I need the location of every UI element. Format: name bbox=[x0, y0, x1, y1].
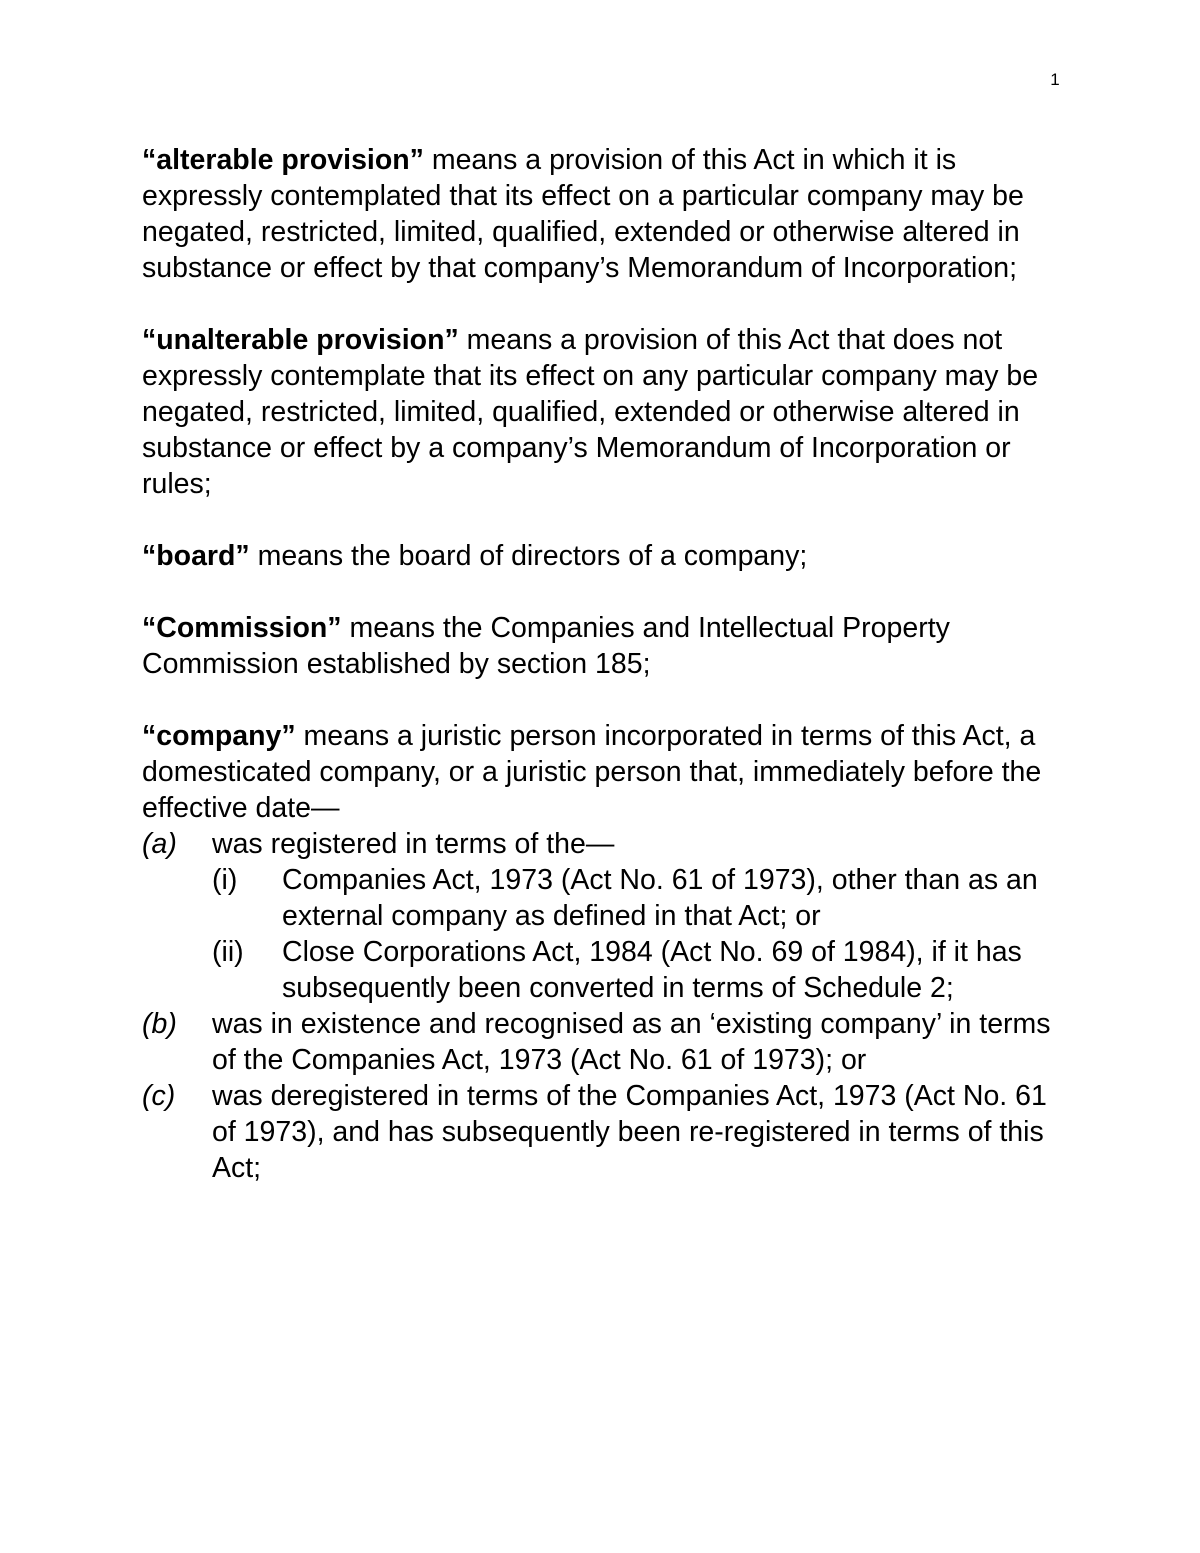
definition-text: means a provision of this Act in which it is expressly contemplated that its effect on a particular company may be negated, restricted, limited, qualified, extended or otherwise altered in substance or effect by that company’s Memorandum of Incorporation; bbox=[142, 144, 1024, 284]
sub-list-item-ii bbox=[142, 934, 1057, 1006]
definition-text: means the Companies and Intellectual Property Commission established by section 185; bbox=[142, 612, 950, 680]
sub-list-item-text: Companies Act, 1973 (Act No. 61 of 1973), other than as an external company as defined in that Act; or bbox=[282, 864, 1038, 932]
list-item-text: was in existence and recognised as an ‘existing company’ in terms of the Companies Act, 1973 (Act No. 61 of 1973); or bbox=[212, 1008, 1051, 1076]
list-item-a bbox=[142, 826, 1057, 862]
definition-text: means the board of directors of a company; bbox=[249, 540, 808, 572]
definition-term: “board” bbox=[142, 540, 250, 572]
definition-commission bbox=[142, 610, 1057, 682]
definition-text: means a provision of this Act that does not expressly contemplate that its effect on any particular company may be negated, restricted, limited, qualified, extended or otherwise altered in substance or effect by a company’s Memorandum of Incorporation or rules; bbox=[142, 324, 1039, 500]
definition-company bbox=[142, 718, 1057, 1186]
definition-text: means a juristic person incorporated in terms of this Act, a domesticated company, or a juristic person that, immediately before the effective date— bbox=[142, 720, 1042, 824]
definition-board bbox=[142, 538, 1057, 574]
sub-list-item-i bbox=[142, 862, 1057, 934]
list-item-text: was registered in terms of the— bbox=[212, 828, 615, 860]
sub-list-item-text: Close Corporations Act, 1984 (Act No. 69 of 1984), if it has subsequently been converted in terms of Schedule 2; bbox=[282, 936, 1022, 1004]
list-item-c bbox=[142, 1078, 1057, 1186]
list-item-label: (a) bbox=[142, 828, 177, 860]
list-item-b bbox=[142, 1006, 1057, 1078]
page-number: 1 bbox=[1050, 70, 1060, 89]
sub-list-item-label: (i) bbox=[212, 864, 238, 896]
definition-term: “alterable provision” bbox=[142, 144, 424, 176]
definition-term: “unalterable provision” bbox=[142, 324, 459, 356]
list-item-label: (c) bbox=[142, 1080, 176, 1112]
definition-term: “company” bbox=[142, 720, 296, 752]
definition-term: “Commission” bbox=[142, 612, 342, 644]
sub-list-item-label: (ii) bbox=[212, 936, 244, 968]
list-item-text: was deregistered in terms of the Companies Act, 1973 (Act No. 61 of 1973), and has subsequently been re-registered in terms of this Act; bbox=[212, 1080, 1047, 1184]
document-body bbox=[142, 142, 1057, 1222]
list-item-label: (b) bbox=[142, 1008, 177, 1040]
definition-alterable-provision bbox=[142, 142, 1057, 286]
definition-unalterable-provision bbox=[142, 322, 1057, 502]
